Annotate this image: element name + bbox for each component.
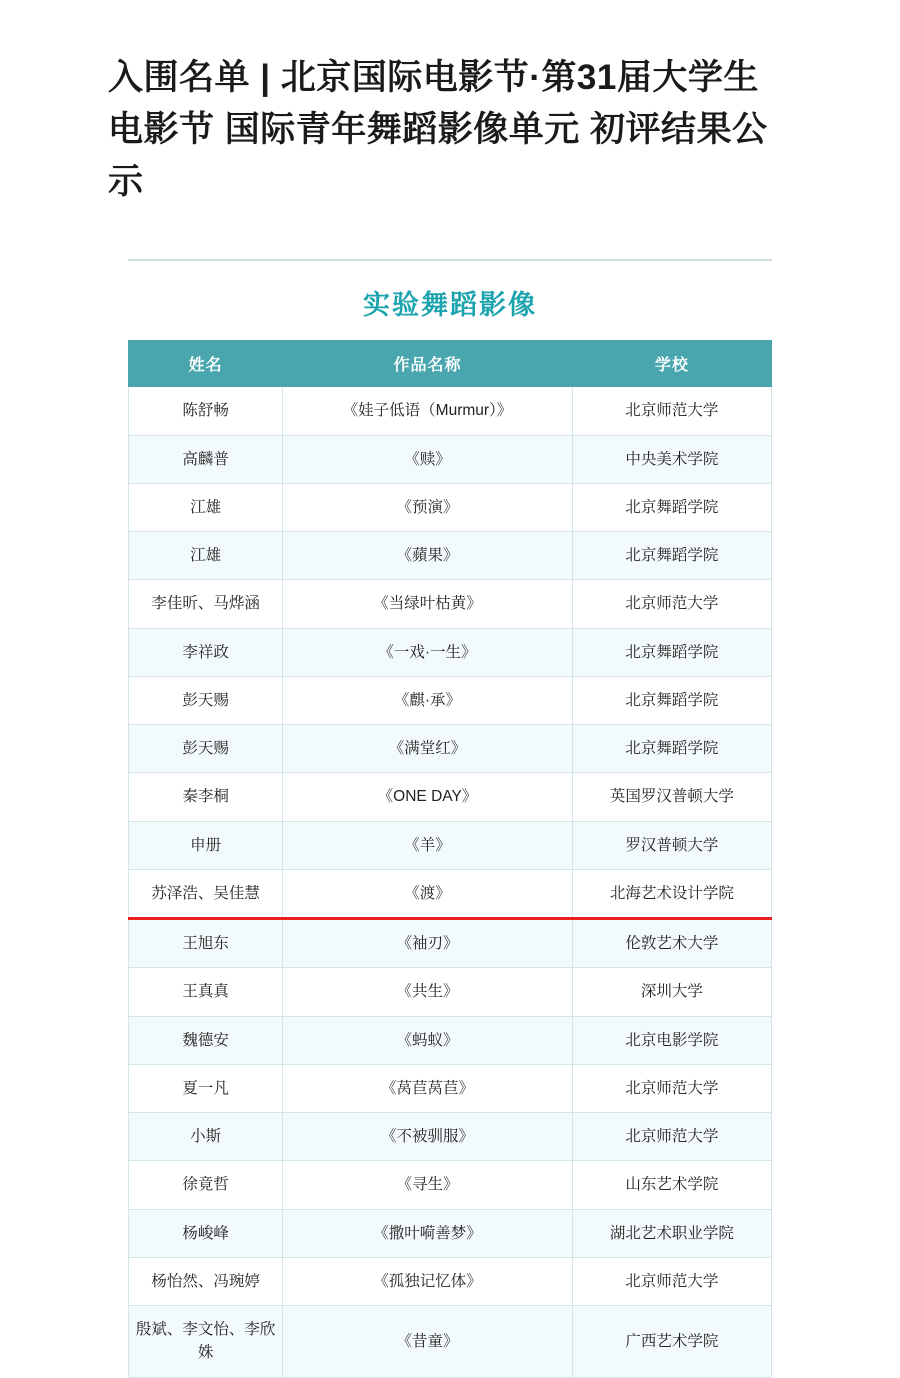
cell-school: 北京师范大学 [572,580,771,628]
cell-name: 李佳昕、马烨涵 [129,580,283,628]
cell-school: 北海艺术设计学院 [572,869,771,918]
table-row [129,821,772,869]
cell-school: 北京舞蹈学院 [572,483,771,531]
cell-name: 杨怡然、冯琬婷 [129,1257,283,1305]
table-row [129,725,772,773]
cell-name: 江雄 [129,532,283,580]
section-divider [128,259,772,261]
cell-work: 《渡》 [283,869,572,918]
cell-work: 《一戏·一生》 [283,628,572,676]
cell-work: 《蘋果》 [283,532,572,580]
table-header [129,341,772,387]
cell-school: 北京舞蹈学院 [572,532,771,580]
cell-school: 北京电影学院 [572,1016,771,1064]
cell-work: 《不被驯服》 [283,1113,572,1161]
cell-name: 高麟普 [129,435,283,483]
cell-school: 英国罗汉普顿大学 [572,773,771,821]
cell-work: 《孤独记忆体》 [283,1257,572,1305]
cell-school: 北京师范大学 [572,1257,771,1305]
table-row [129,968,772,1016]
table-row [129,1209,772,1257]
cell-name: 殷斌、李文怡、李欣姝 [129,1306,283,1378]
cell-name: 夏一凡 [129,1064,283,1112]
cell-name: 王真真 [129,968,283,1016]
cell-school: 北京师范大学 [572,1113,771,1161]
table-row [129,919,772,968]
cell-name: 陈舒畅 [129,387,283,435]
page-title: 入围名单 | 北京国际电影节·第31届大学生电影节 国际青年舞蹈影像单元 初评结果公示 [108,58,768,201]
table-row [129,1257,772,1305]
cell-school: 北京舞蹈学院 [572,725,771,773]
cell-school: 深圳大学 [572,968,771,1016]
cell-work: 《昔童》 [283,1306,572,1378]
cell-name: 秦李桐 [129,773,283,821]
cell-school: 北京舞蹈学院 [572,676,771,724]
cell-work: 《ONE DAY》 [283,773,572,821]
cell-work: 《麒·承》 [283,676,572,724]
cell-work: 《寻生》 [283,1161,572,1209]
cell-work: 《赎》 [283,435,572,483]
table-row [129,387,772,435]
table-row [129,532,772,580]
cell-work: 《当绿叶枯黄》 [283,580,572,628]
cell-work: 《满堂红》 [283,725,572,773]
column-header-work: 作品名称 [283,341,572,387]
cell-work: 《撒叶嗬善梦》 [283,1209,572,1257]
table-row [129,1113,772,1161]
cell-school: 罗汉普顿大学 [572,821,771,869]
cell-work: 《蚂蚁》 [283,1016,572,1064]
cell-name: 魏德安 [129,1016,283,1064]
cell-name: 杨峻峰 [129,1209,283,1257]
cell-work: 《羊》 [283,821,572,869]
cell-school: 北京舞蹈学院 [572,628,771,676]
cell-name: 申册 [129,821,283,869]
table-row [129,869,772,918]
cell-name: 小斯 [129,1113,283,1161]
column-header-name: 姓名 [129,341,283,387]
table-row [129,435,772,483]
cell-name: 苏泽浩、吴佳慧 [129,869,283,918]
cell-school: 湖北艺术职业学院 [572,1209,771,1257]
table-row [129,1306,772,1378]
cell-school: 山东艺术学院 [572,1161,771,1209]
column-header-school: 学校 [572,341,771,387]
cell-name: 江雄 [129,483,283,531]
cell-name: 王旭东 [129,919,283,968]
table-row [129,1064,772,1112]
table-header-row [129,341,772,387]
content-container [0,259,900,1377]
cell-name: 彭天赐 [129,676,283,724]
cell-school: 中央美术学院 [572,435,771,483]
table-row [129,628,772,676]
cell-work: 《娃子低语（Murmur）》 [283,387,572,435]
cell-work: 《预演》 [283,483,572,531]
cell-school: 北京师范大学 [572,1064,771,1112]
cell-school: 伦敦艺术大学 [572,919,771,968]
cell-school: 北京师范大学 [572,387,771,435]
table-row [129,1016,772,1064]
shortlist-table [128,340,772,1377]
section-heading: 实验舞蹈影像 [363,290,537,321]
table-row [129,676,772,724]
cell-school: 广西艺术学院 [572,1306,771,1378]
cell-work: 《共生》 [283,968,572,1016]
table-row [129,580,772,628]
cell-work: 《袖刃》 [283,919,572,968]
table-row [129,773,772,821]
cell-work: 《莴苣莴苣》 [283,1064,572,1112]
cell-name: 彭天赐 [129,725,283,773]
table-body [129,387,772,1377]
table-row [129,483,772,531]
cell-name: 李祥政 [129,628,283,676]
table-row [129,1161,772,1209]
cell-name: 徐竟哲 [129,1161,283,1209]
